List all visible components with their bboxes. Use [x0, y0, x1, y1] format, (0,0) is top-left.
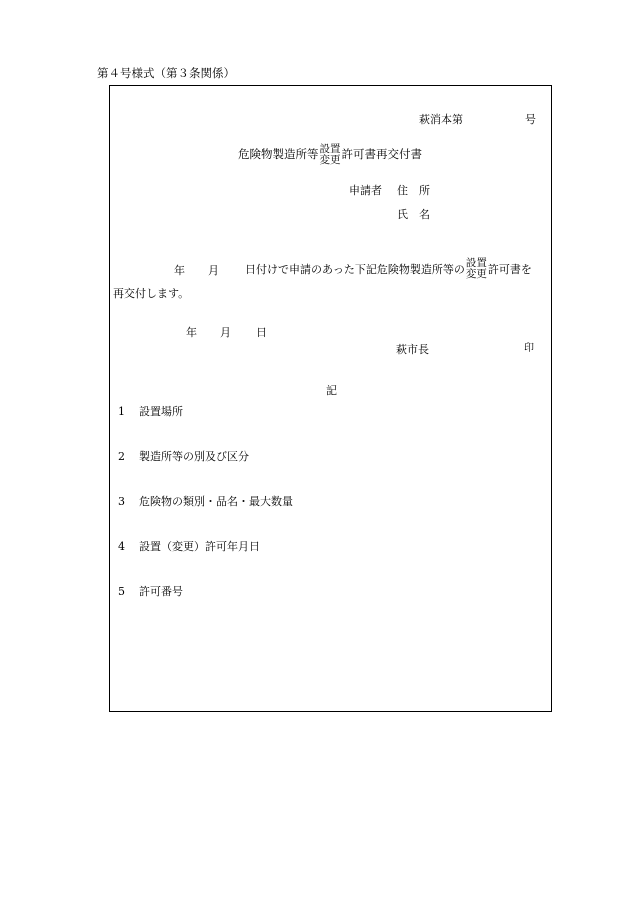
title-stack-bottom: 変更: [319, 154, 341, 167]
body-stack-bottom: 変更: [465, 268, 487, 281]
ki-heading: 記: [326, 384, 337, 397]
title-stack: [320, 144, 341, 166]
reference-suffix: 号: [525, 113, 536, 126]
list-item: [118, 406, 183, 417]
item-label: 許可番号: [139, 585, 183, 598]
body-line-1-end: 許可書を: [487, 262, 532, 276]
item-number: 1: [118, 405, 125, 418]
item-label: 設置（変更）許可年月日: [139, 540, 260, 553]
item-label: 製造所等の別及び区分: [139, 450, 249, 463]
body-stack-top: 設置: [465, 257, 487, 269]
issue-year: 年: [186, 326, 197, 339]
reference-prefix: 萩消本第: [419, 113, 463, 126]
item-label: 設置場所: [139, 405, 183, 418]
issue-day: 日: [256, 326, 267, 339]
applicant-name-label: 氏 名: [397, 208, 430, 221]
body-year: 年: [174, 264, 185, 277]
reference-number: [419, 114, 463, 125]
applicant-label: 申請者: [349, 184, 382, 197]
title-after: 許可書再交付書: [341, 147, 422, 162]
body-line-1: [245, 258, 532, 280]
item-number: 4: [118, 540, 125, 553]
applicant-address-label: 住 所: [397, 184, 430, 197]
form-frame: [109, 85, 552, 712]
body-stack: [466, 258, 487, 280]
document-title: [238, 144, 422, 166]
list-item: [118, 586, 183, 597]
list-item: [118, 451, 249, 462]
body-line-2: 再交付します。: [113, 287, 190, 300]
item-number: 5: [118, 585, 125, 598]
mayor-title: 萩市長: [396, 343, 429, 356]
title-stack-top: 設置: [319, 143, 341, 155]
item-label: 危険物の類別・品名・最大数量: [139, 495, 293, 508]
body-month: 月: [208, 264, 219, 277]
title-before: 危険物製造所等: [238, 147, 319, 162]
form-id: 第４号様式（第３条関係）: [97, 66, 235, 80]
seal-mark: 印: [524, 343, 534, 354]
list-item: [118, 541, 260, 552]
item-number: 2: [118, 450, 125, 463]
item-number: 3: [118, 495, 125, 508]
list-item: [118, 496, 293, 507]
body-line-1-text: 日付けで申請のあった下記危険物製造所等の: [245, 262, 465, 276]
issue-month: 月: [220, 326, 231, 339]
